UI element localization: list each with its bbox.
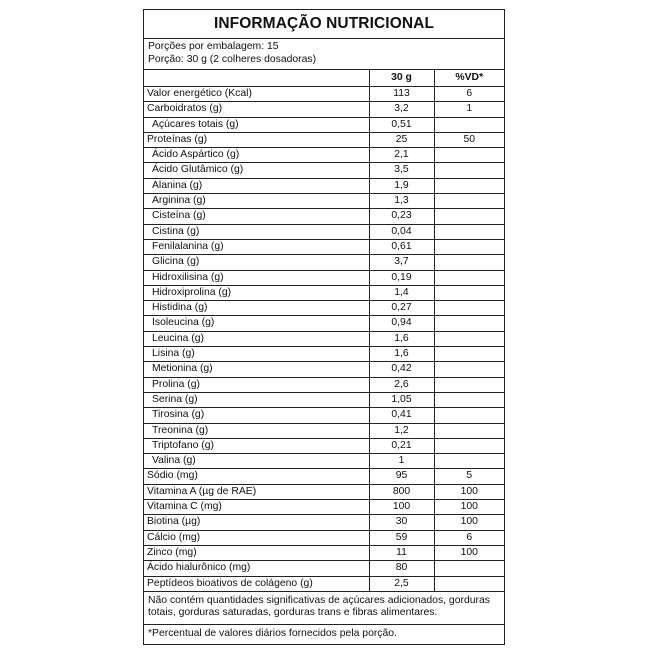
- nutrient-amount: 1,9: [369, 178, 434, 193]
- table-row: [144, 377, 504, 392]
- nutrient-amount: 1: [369, 454, 434, 469]
- header-nutrient: [144, 70, 369, 87]
- table-row: [144, 132, 504, 147]
- nutrient-amount: 0,27: [369, 301, 434, 316]
- table-row: [144, 117, 504, 132]
- nutrient-amount: 0,51: [369, 117, 434, 132]
- nutrient-amount: 113: [369, 87, 434, 102]
- table-row: [144, 239, 504, 254]
- nutrient-amount: 59: [369, 530, 434, 545]
- table-row: [144, 316, 504, 331]
- nutrient-dv: 50: [434, 132, 504, 147]
- nutrient-name: Isoleucina (g): [144, 316, 369, 331]
- header-dv: %VD*: [455, 72, 484, 83]
- nutrient-dv: [434, 270, 504, 285]
- table-row: [144, 530, 504, 545]
- table-row: [144, 392, 504, 407]
- nutrient-name: Prolina (g): [144, 377, 369, 392]
- nutrient-amount: 0,41: [369, 408, 434, 423]
- nutrient-dv: [434, 377, 504, 392]
- table-row: [144, 178, 504, 193]
- table-row: [144, 87, 504, 102]
- nutrient-name: Treonina (g): [144, 423, 369, 438]
- table-row: [144, 194, 504, 209]
- nutrient-dv: [434, 209, 504, 224]
- table-row: [144, 285, 504, 300]
- nutrient-dv: [434, 423, 504, 438]
- nutrient-dv: 100: [434, 545, 504, 560]
- table-row: [144, 255, 504, 270]
- nutrient-name: Valor energético (Kcal): [144, 87, 369, 102]
- nutrient-name: Ácido Glutâmico (g): [144, 163, 369, 178]
- nutrient-dv: [434, 408, 504, 423]
- table-row: [144, 331, 504, 346]
- table-row: [144, 270, 504, 285]
- nutrient-dv: [434, 347, 504, 362]
- nutrient-name: Ácido Aspártico (g): [144, 148, 369, 163]
- nutrient-amount: 1,6: [369, 347, 434, 362]
- nutrient-dv: [434, 224, 504, 239]
- nutrition-facts-label: [143, 9, 505, 645]
- nutrient-dv: 5: [434, 469, 504, 484]
- nutrient-dv: 100: [434, 500, 504, 515]
- table-row: [144, 408, 504, 423]
- nutrient-dv: [434, 438, 504, 453]
- nutrient-amount: 11: [369, 545, 434, 560]
- nutrition-table: [144, 70, 504, 591]
- table-row: [144, 347, 504, 362]
- nutrient-dv: 100: [434, 515, 504, 530]
- nutrient-dv: [434, 163, 504, 178]
- nutrient-name: Valina (g): [144, 454, 369, 469]
- table-row: [144, 484, 504, 499]
- nutrient-name: Triptofano (g): [144, 438, 369, 453]
- nutrient-dv: 100: [434, 484, 504, 499]
- nutrient-name: Tirosina (g): [144, 408, 369, 423]
- table-row: [144, 148, 504, 163]
- nutrient-name: Açúcares totais (g): [144, 117, 369, 132]
- table-row: [144, 423, 504, 438]
- nutrient-name: Cistina (g): [144, 224, 369, 239]
- nutrient-amount: 25: [369, 132, 434, 147]
- nutrient-amount: 1,05: [369, 392, 434, 407]
- nutrient-name: Zinco (mg): [144, 545, 369, 560]
- nutrient-dv: [434, 392, 504, 407]
- nutrient-name: Arginina (g): [144, 194, 369, 209]
- table-row: [144, 224, 504, 239]
- nutrient-amount: 1,3: [369, 194, 434, 209]
- table-row: [144, 438, 504, 453]
- nutrient-amount: 0,94: [369, 316, 434, 331]
- nutrient-name: Cálcio (mg): [144, 530, 369, 545]
- nutrient-name: Fenilalanina (g): [144, 239, 369, 254]
- nutrient-amount: 0,04: [369, 224, 434, 239]
- dv-note: *Percentual de valores diários fornecidos pela porção.: [144, 624, 504, 645]
- nutrient-name: Alanina (g): [144, 178, 369, 193]
- nutrient-amount: 3,7: [369, 255, 434, 270]
- table-row: [144, 163, 504, 178]
- nutrient-dv: [434, 576, 504, 591]
- nutrient-dv: [434, 194, 504, 209]
- nutrient-amount: 2,1: [369, 148, 434, 163]
- serving-info: [144, 39, 504, 70]
- nutrient-amount: 3,5: [369, 163, 434, 178]
- table-row: [144, 515, 504, 530]
- nutrient-dv: [434, 454, 504, 469]
- serving-size: Porção: 30 g (2 colheres dosadoras): [148, 53, 317, 65]
- nutrient-name: Proteínas (g): [144, 132, 369, 147]
- nutrient-amount: 0,42: [369, 362, 434, 377]
- nutrient-dv: [434, 285, 504, 300]
- table-row: [144, 102, 504, 117]
- nutrient-amount: 0,23: [369, 209, 434, 224]
- nutrient-dv: [434, 255, 504, 270]
- nutrient-dv: [434, 148, 504, 163]
- nutrient-dv: [434, 561, 504, 576]
- nutrient-name: Leucina (g): [144, 331, 369, 346]
- nutrient-name: Biotina (µg): [144, 515, 369, 530]
- nutrient-name: Ácido hialurônico (mg): [144, 561, 369, 576]
- table-row: [144, 209, 504, 224]
- table-row: [144, 469, 504, 484]
- nutrient-amount: 0,61: [369, 239, 434, 254]
- nutrient-amount: 95: [369, 469, 434, 484]
- nutrient-amount: 80: [369, 561, 434, 576]
- nutrient-name: Vitamina C (mg): [144, 500, 369, 515]
- nutrient-amount: 30: [369, 515, 434, 530]
- nutrient-amount: 2,6: [369, 377, 434, 392]
- table-row: [144, 561, 504, 576]
- nutrient-name: Histidina (g): [144, 301, 369, 316]
- nutrient-name: Metionina (g): [144, 362, 369, 377]
- nutrient-name: Peptídeos bioativos de colágeno (g): [144, 576, 369, 591]
- nutrient-dv: [434, 362, 504, 377]
- nutrient-dv: [434, 178, 504, 193]
- nutrient-dv: [434, 331, 504, 346]
- table-row: [144, 576, 504, 591]
- nutrient-dv: [434, 316, 504, 331]
- nutrient-dv: 6: [434, 87, 504, 102]
- nutrient-name: Cisteína (g): [144, 209, 369, 224]
- nutrient-amount: 800: [369, 484, 434, 499]
- label-title: INFORMAÇÃO NUTRICIONAL: [144, 10, 504, 39]
- nutrient-amount: 1,4: [369, 285, 434, 300]
- table-row: [144, 454, 504, 469]
- table-row: [144, 500, 504, 515]
- nutrient-amount: 2,5: [369, 576, 434, 591]
- nutrient-name: Hidroxilisina (g): [144, 270, 369, 285]
- nutrient-name: Serina (g): [144, 392, 369, 407]
- header-amount: 30 g: [369, 70, 434, 87]
- nutrient-amount: 0,21: [369, 438, 434, 453]
- servings-per-package: Porções por embalagem: 15: [148, 41, 279, 52]
- table-row: [144, 362, 504, 377]
- nutrient-name: Glicina (g): [144, 255, 369, 270]
- nutrient-name: Lisina (g): [144, 347, 369, 362]
- nutrient-dv: [434, 239, 504, 254]
- nutrient-amount: 0,19: [369, 270, 434, 285]
- nutrient-name: Vitamina A (µg de RAE): [144, 484, 369, 499]
- nutrient-amount: 3,2: [369, 102, 434, 117]
- nutrient-name: Sódio (mg): [144, 469, 369, 484]
- nutrient-dv: [434, 301, 504, 316]
- nutrient-amount: 1,2: [369, 423, 434, 438]
- table-row: [144, 545, 504, 560]
- nutrient-dv: [434, 117, 504, 132]
- nutrient-name: Carboidratos (g): [144, 102, 369, 117]
- footnote: Não contém quantidades significativas de açúcares adicionados, gorduras totais, gorduras saturadas, gorduras trans e fibras alimentares.: [144, 591, 504, 624]
- nutrient-dv: 6: [434, 530, 504, 545]
- nutrient-dv: 1: [434, 102, 504, 117]
- nutrient-amount: 1,6: [369, 331, 434, 346]
- table-header-row: [144, 70, 504, 87]
- table-row: [144, 301, 504, 316]
- nutrient-amount: 100: [369, 500, 434, 515]
- nutrient-name: Hidroxiprolina (g): [144, 285, 369, 300]
